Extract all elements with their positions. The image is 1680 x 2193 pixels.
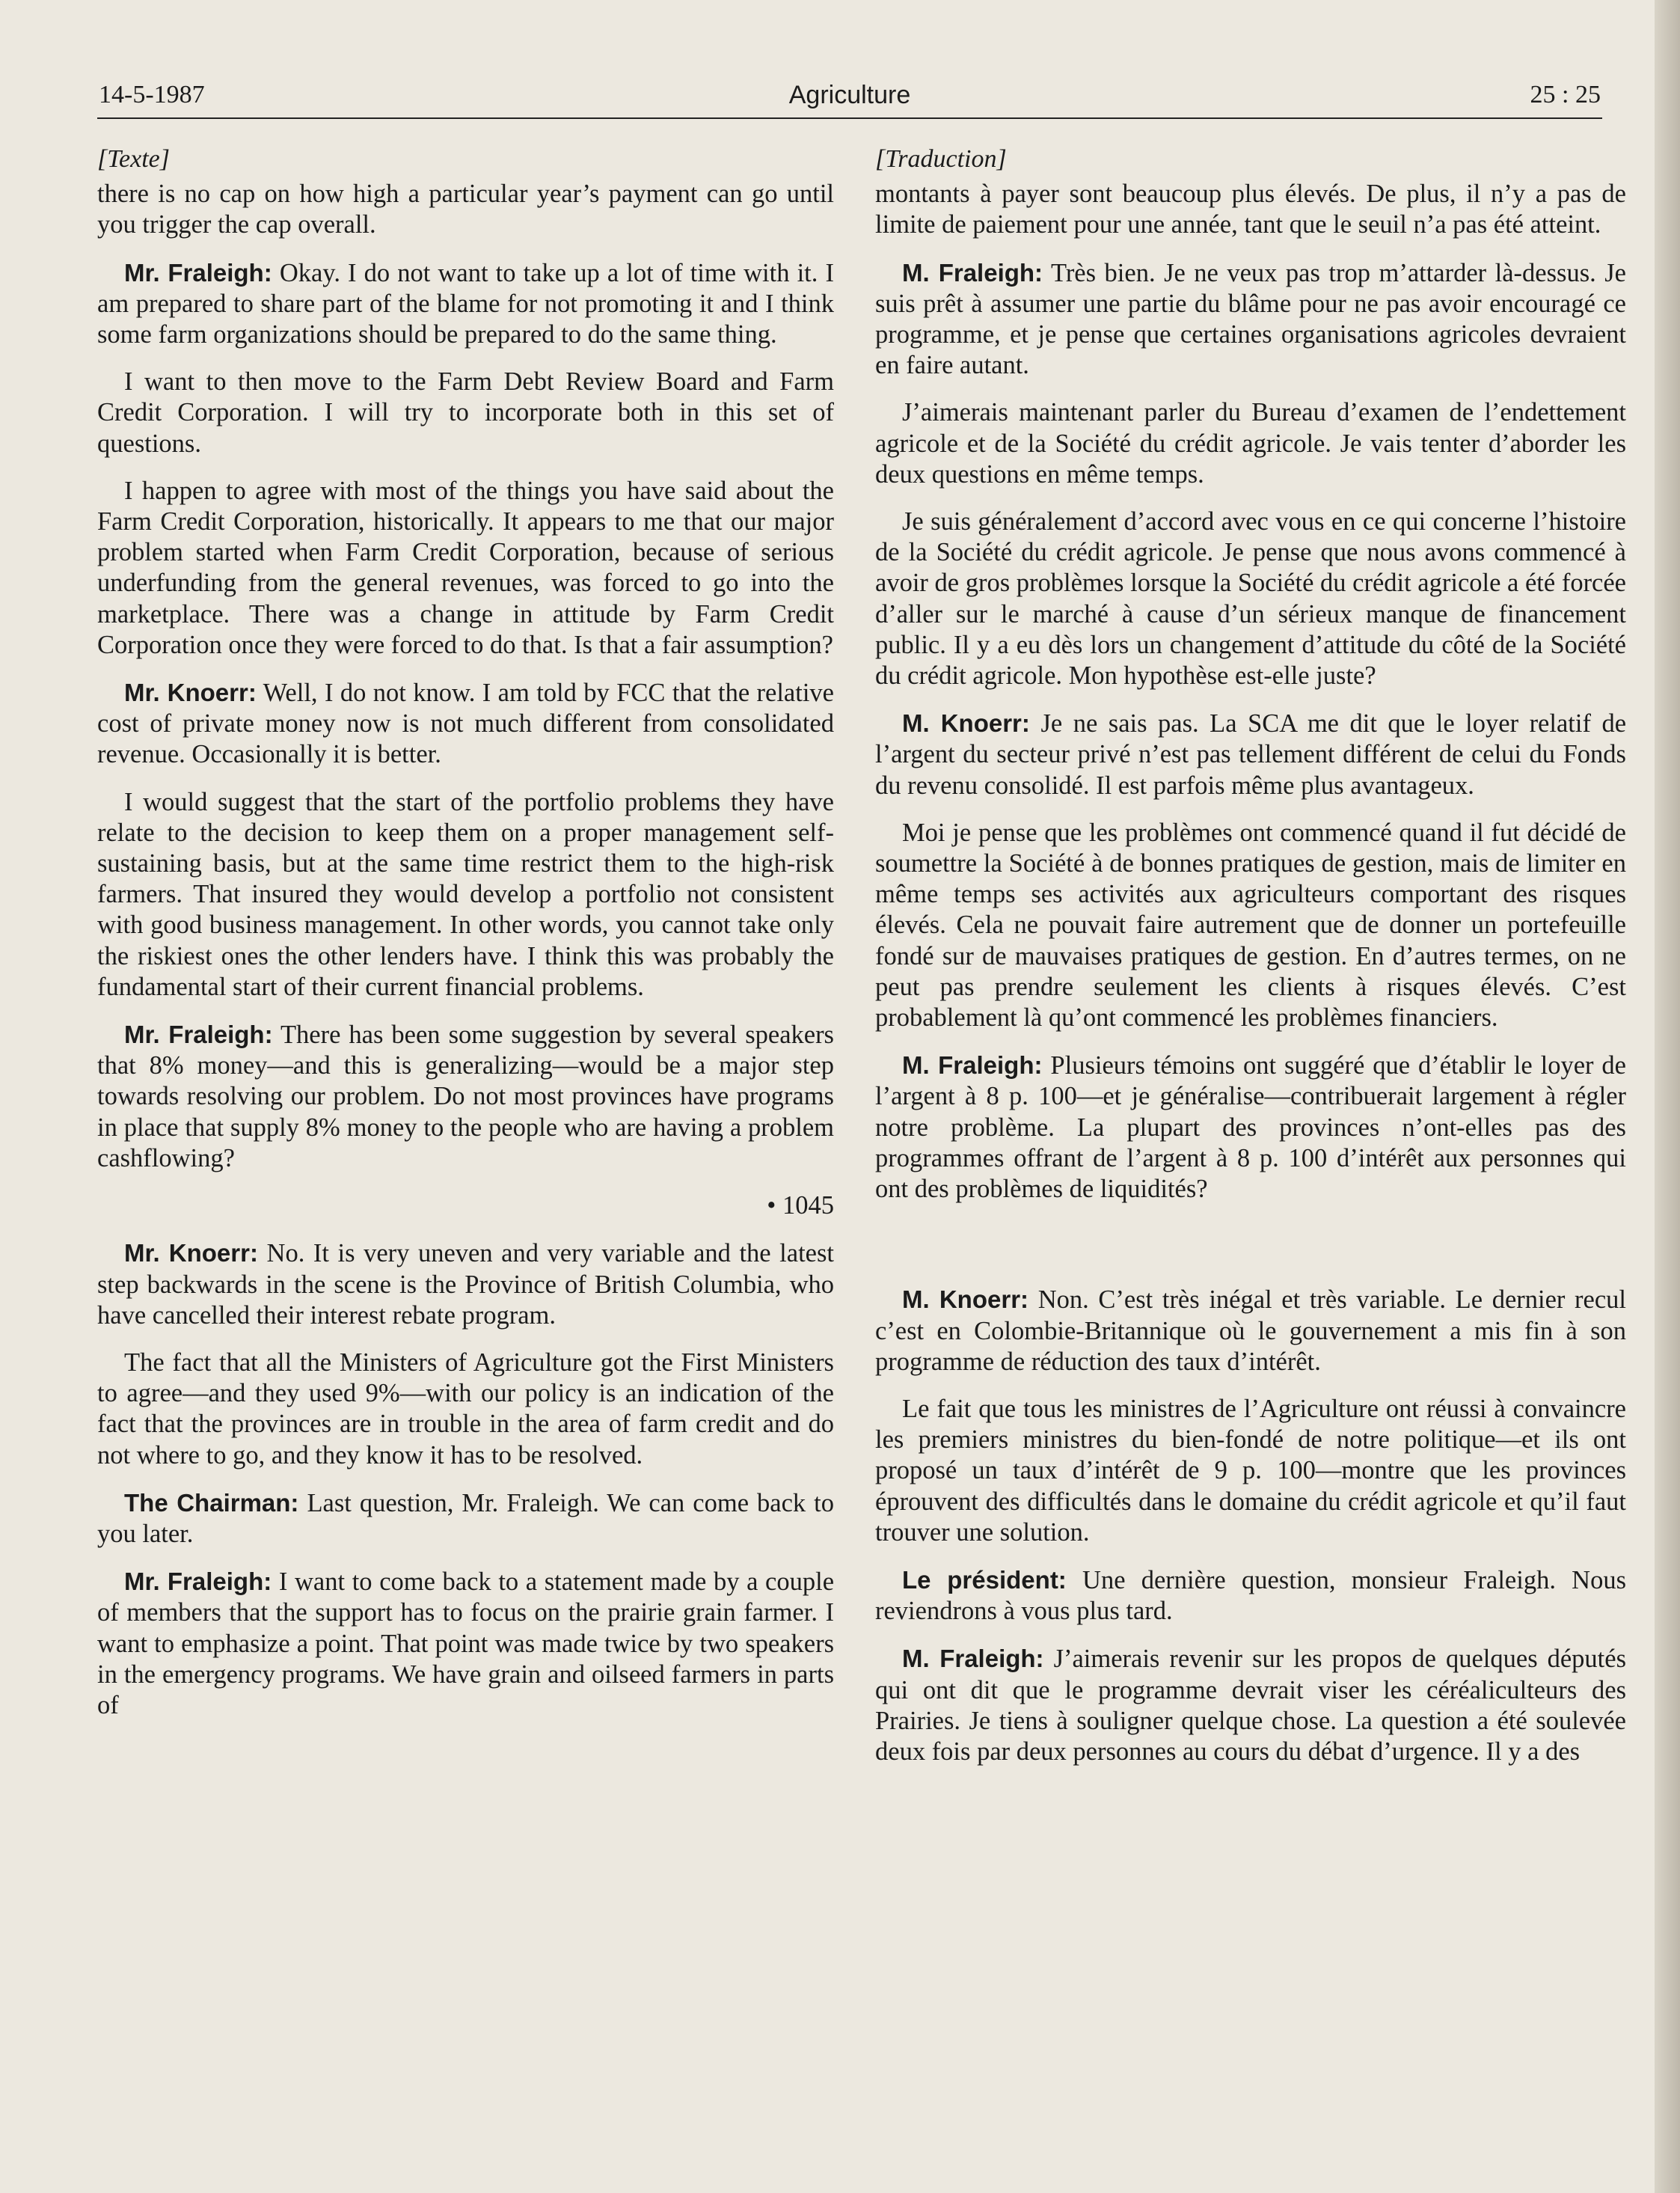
paragraph-text: I want to come back to a statement made by a couple of members that the support has to focus on the prairie grain farmer. I want to emphasize a point. That point was made twice by two speakers in the emergency programs. We have grain and oilseed farmers in parts of: [97, 1567, 835, 1719]
french-spacer: [875, 1221, 1626, 1284]
english-paragraphs-continued: [97, 1238, 834, 1721]
paragraph-text: I would suggest that the start of the portfolio problems they have relate to the decision to keep them on a proper management self-sustaining basis, but at the same time restrict them to the high-risk farmers. That insured they would develop a portfolio not consistent with good business management. In other words, you cannot take only the riskiest ones the other lenders have. I think this was probably the fundamental start of their current financial problems.: [97, 787, 834, 1001]
paragraph-text: Plusieurs témoins ont suggéré que d’établir le loyer de l’argent à 8 p. 100—et je généralise—contribuerait largement à régler notre problème. La plupart des provinces n’ont-elles pas des programmes offrant de l’argent à 8 p. 100 d’intérêt aux personnes qui ont des problèmes de liquidités?: [875, 1051, 1626, 1204]
running-header: [99, 81, 1601, 118]
french-column: [875, 144, 1626, 1784]
paragraph-text: Non. C’est très inégal et très variable. Le dernier recul c’est en Colombie-Britannique où le gouvernement a mis fin à son programme de réduction des taux d’intérêt.: [875, 1285, 1626, 1376]
speaker-name: M. Fraleigh:: [902, 258, 1043, 287]
paragraph-text: I want to then move to the Farm Debt Review Board and Farm Credit Corporation. I will try to incorporate both in this set of questions.: [97, 367, 834, 458]
english-column: [97, 144, 834, 1737]
paragraph-text: The fact that all the Ministers of Agriculture got the First Ministers to agree—and they used 9%—with our policy is an indication of the fact that the provinces are in trouble in the area of farm credit and do not where to go, and they know it has to be resolved.: [97, 1348, 834, 1469]
paragraph: [97, 257, 834, 351]
paragraph: [875, 708, 1626, 801]
header-title: Agriculture: [788, 81, 911, 109]
header-date: 14-5-1987: [99, 81, 205, 108]
paragraph: [875, 1643, 1626, 1767]
french-column-tag: [Traduction]: [875, 145, 1007, 173]
paragraph-text: Moi je pense que les problèmes ont commencé quand il fut décidé de soumettre la Société à de bonnes pratiques de gestion, mais de limiter en même temps ses activités aux agriculteurs comportant des risques élevés. Cela ne pouvait faire autrement que de donner un portefeuille fondé sur de mauvaises pratiques de gestion. En d’autres termes, on ne peut pas prendre seulement les clients à risques élevés. C’est probablement là qu’ont commencé les problèmes financiers.: [875, 818, 1626, 1033]
speaker-name: Le président:: [902, 1565, 1067, 1594]
paragraph-text: There has been some suggestion by several speakers that 8% money—and this is generalizing—would be a major step towards resolving our problem. Do not most provinces have programs in place that supply 8% money to the people who are having a problem cashflowing?: [97, 1021, 834, 1172]
speaker-name: M. Fraleigh:: [902, 1645, 1044, 1673]
paragraph: [875, 1284, 1626, 1377]
speaker-name: M. Knoerr:: [902, 1285, 1029, 1314]
header-page-number: 25 : 25: [1530, 81, 1601, 108]
paragraph: [875, 257, 1626, 382]
paragraph: [97, 367, 834, 459]
paragraph: [97, 1238, 834, 1331]
paragraph: [97, 1487, 834, 1550]
speaker-name: Mr. Knoerr:: [124, 1239, 258, 1267]
paragraph-text: Okay. I do not want to take up a lot of time with it. I am prepared to share part of the blame for not promoting it and I think some farm organizations should be prepared to do the same thing.: [97, 258, 834, 349]
paragraph-text: montants à payer sont beaucoup plus élevés. De plus, il n’y a pas de limite de paiement pour une année, tant que le seuil n’a pas été atteint.: [875, 180, 1626, 239]
paragraph: [97, 787, 834, 1003]
speaker-name: Mr. Fraleigh:: [124, 1021, 273, 1049]
paragraph: [97, 476, 834, 661]
french-paragraphs-continued: [875, 1284, 1626, 1767]
paragraph: [875, 397, 1626, 490]
speaker-name: Mr. Fraleigh:: [124, 258, 272, 287]
paragraph: [875, 1394, 1626, 1548]
english-paragraphs: [97, 179, 834, 1174]
french-paragraphs: [875, 179, 1626, 1205]
speaker-name: The Chairman:: [124, 1488, 299, 1517]
paragraph-text: Le fait que tous les ministres de l’Agriculture ont réussi à convaincre les premiers ministres du bien-fondé de notre politique—et ils ont proposé un taux d’intérêt de 9 p. 100—montre que les provinces éprouvent des difficultés dans le domaine du crédit agricole et qu’il faut trouver une solution.: [875, 1394, 1626, 1547]
english-column-tag: [Texte]: [97, 145, 170, 173]
speaker-name: Mr. Knoerr:: [124, 679, 257, 707]
paragraph: [875, 1565, 1626, 1627]
paragraph-text: Une dernière question, monsieur Fraleigh. Nous reviendrons à vous plus tard.: [875, 1565, 1627, 1626]
speaker-name: Mr. Fraleigh:: [124, 1567, 272, 1596]
paragraph: [875, 818, 1626, 1033]
paragraph: [97, 179, 834, 240]
paragraph: [97, 677, 834, 771]
page-edge: [1655, 0, 1680, 2193]
paragraph-text: Très bien. Je ne veux pas trop m’attarder là-dessus. Je suis prêt à assumer une partie du blâme pour ne pas avoir encouragé ce programme, et je pense que certaines organisations agricoles devraient en faire autant.: [875, 258, 1626, 380]
speaker-name: M. Fraleigh:: [902, 1051, 1043, 1080]
time-marker: • 1045: [767, 1191, 834, 1220]
paragraph-text: Well, I do not know. I am told by FCC that the relative cost of private money now is not much different from consolidated revenue. Occasionally it is better.: [97, 679, 834, 769]
paragraph: [875, 1050, 1626, 1205]
paragraph: [875, 507, 1626, 691]
paragraph: [97, 1019, 834, 1174]
paragraph-text: there is no cap on how high a particular year’s payment can go until you trigger the cap overall.: [97, 180, 834, 239]
paragraph-text: No. It is very uneven and very variable and the latest step backwards in the scene is the Province of British Columbia, who have cancelled their interest rebate program.: [97, 1239, 834, 1330]
paragraph-text: J’aimerais revenir sur les propos de quelques députés qui ont dit que le programme devrait viser les céréaliculteurs des Prairies. Je tiens à souligner quelque chose. La question a été soulevée deux fois par deux personnes au cours du débat d’urgence. Il y a des: [875, 1645, 1627, 1766]
header-rule: [97, 117, 1602, 119]
paragraph-text: Last question, Mr. Fraleigh. We can come back to you later.: [97, 1488, 834, 1548]
speaker-name: M. Knoerr:: [902, 709, 1030, 738]
paragraph-text: J’aimerais maintenant parler du Bureau d’examen de l’endettement agricole et de la Société du crédit agricole. Je vais tenter d’aborder les deux questions en même temps.: [875, 398, 1626, 489]
paragraph-text: Je suis généralement d’accord avec vous en ce qui concerne l’histoire de la Société du crédit agricole. Je pense que nous avons commencé à avoir de gros problèmes lorsque la Société du crédit agricole a été forcée d’aller sur le marché à cause d’un sérieux manque de financement public. Il y a eu dès lors un changement d’attitude du côté de la Société du crédit agricole. Mon hypothèse est-elle juste?: [875, 507, 1626, 691]
paragraph: [97, 1566, 834, 1721]
paragraph: [875, 179, 1626, 240]
paragraph-text: I happen to agree with most of the things you have said about the Farm Credit Corporation, historically. It appears to me that our major problem started when Farm Credit Corporation, because of serious underfunding from the general revenues, was forced to go into the marketplace. There was a change in attitude by Farm Credit Corporation once they were forced to do that. Is that a fair assumption?: [97, 476, 834, 659]
paragraph: [97, 1348, 834, 1471]
paragraph-text: Je ne sais pas. La SCA me dit que le loyer relatif de l’argent du secteur privé n’est pas tellement différent de celui du Fonds du revenu consolidé. Il est parfois même plus avantageux.: [875, 709, 1627, 800]
